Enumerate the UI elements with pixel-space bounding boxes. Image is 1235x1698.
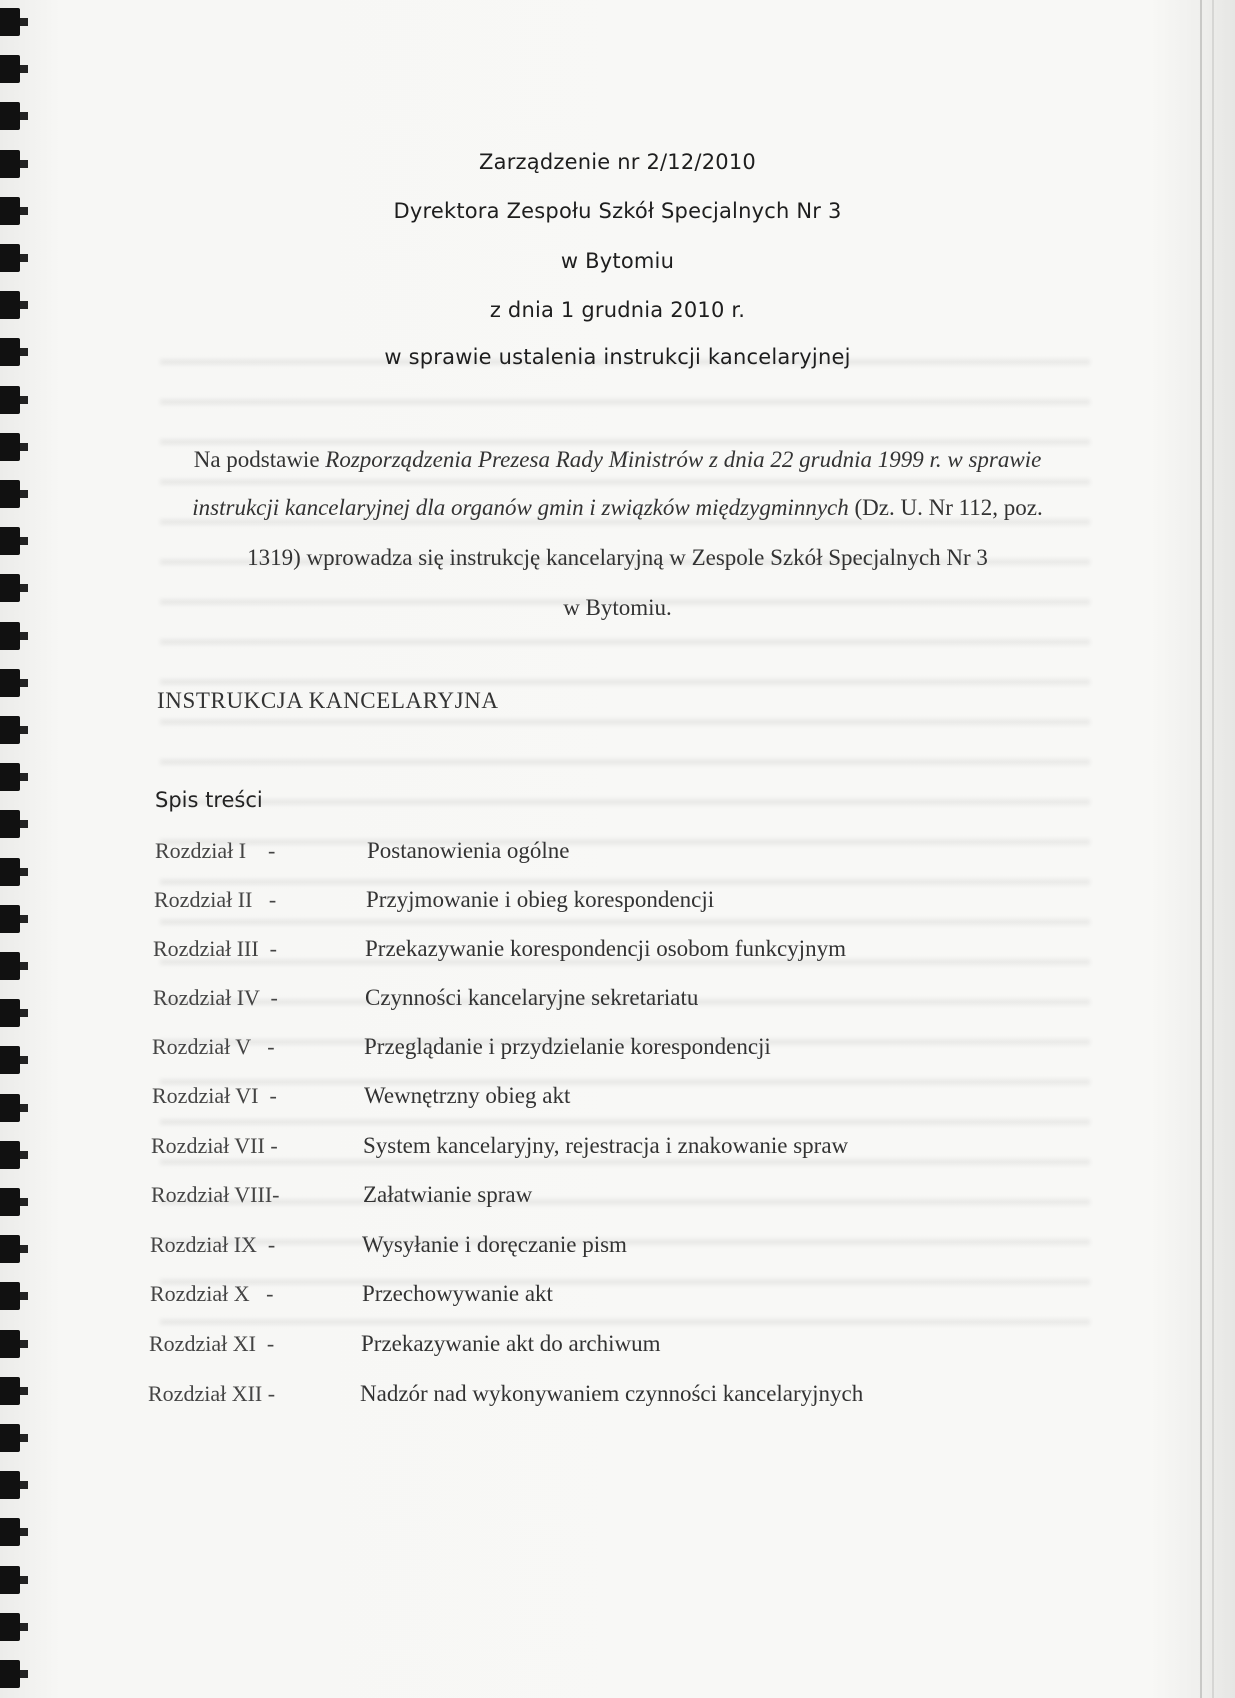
intro-regulation: Rozporządzenia Prezesa Rady Ministrów z dnia 22 grudnia 1999 r. w sprawie (325, 447, 1042, 472)
document-title: Zarządzenie nr 2/12/2010 (479, 150, 756, 174)
toc-label: Wewnętrzny obieg akt (364, 1083, 571, 1108)
toc-row (150, 1281, 1150, 1311)
intro-regulation-continued: instrukcji kancelaryjnej dla organów gmin i związków międzygminnych (192, 495, 849, 520)
binding-hole (0, 716, 20, 744)
toc-row (152, 1034, 1152, 1064)
intro-line-3: 1319) wprowadza się instrukcję kancelaryjną w Zespole Szkół Specjalnych Nr 3 (247, 545, 988, 570)
binding-hole (0, 1377, 20, 1405)
toc-chapter: Rozdział III - (153, 936, 277, 961)
toc-label: Przyjmowanie i obieg korespondencji (366, 887, 715, 912)
toc-chapter: Rozdział VIII- (151, 1182, 280, 1207)
intro-line-1 (0, 436, 1235, 484)
document-issuer: Dyrektora Zespołu Szkół Specjalnych Nr 3 (393, 199, 842, 223)
intro-line-4: w Bytomiu. (563, 595, 672, 620)
toc-row (154, 887, 1154, 917)
binding-hole (0, 1518, 20, 1546)
toc-chapter: Rozdział XI - (149, 1331, 275, 1356)
binding-hole (0, 102, 20, 130)
binding-hole (0, 858, 20, 886)
toc-label: System kancelaryjny, rejestracja i znakowanie spraw (363, 1133, 849, 1158)
binding-hole (0, 1471, 20, 1499)
toc-label: Nadzór nad wykonywaniem czynności kancelaryjnych (360, 1381, 864, 1406)
toc-label: Przechowywanie akt (362, 1281, 553, 1306)
binding-hole (0, 669, 20, 697)
intro-prefix: Na podstawie (193, 447, 320, 472)
toc-row (151, 1182, 1151, 1212)
toc-label: Załatwianie spraw (363, 1182, 533, 1207)
toc-chapter: Rozdział IX - (150, 1232, 276, 1257)
document-location: w Bytomiu (560, 249, 675, 273)
binding-hole (0, 1046, 20, 1074)
document-date: z dnia 1 grudnia 2010 r. (489, 298, 746, 322)
toc-chapter: Rozdział VII - (151, 1133, 278, 1158)
toc-row (150, 1232, 1150, 1262)
toc-row (148, 1381, 1148, 1411)
binding-hole (0, 1282, 20, 1310)
toc-row (151, 1133, 1151, 1163)
toc-chapter: Rozdział V - (152, 1034, 275, 1059)
toc-label: Przeglądanie i przydzielanie korespondencji (364, 1034, 771, 1059)
toc-label: Czynności kancelaryjne sekretariatu (365, 985, 699, 1010)
binding-hole (0, 1424, 20, 1452)
binding-hole (0, 952, 20, 980)
intro-line-2 (0, 484, 1235, 532)
binding-hole (0, 8, 20, 36)
binding-hole (0, 386, 20, 414)
toc-row (153, 936, 1153, 966)
toc-chapter: Rozdział I - (155, 838, 276, 863)
binding-hole (0, 1566, 20, 1594)
toc-chapter: Rozdział X - (150, 1281, 274, 1306)
toc-chapter: Rozdział IV - (153, 985, 278, 1010)
document-subject: w sprawie ustalenia instrukcji kancelaryjnej (384, 345, 851, 369)
toc-label: Przekazywanie akt do archiwum (361, 1331, 661, 1356)
toc-label: Postanowienia ogólne (367, 838, 570, 863)
toc-row (153, 985, 1153, 1015)
binding-hole (0, 810, 20, 838)
binding-hole (0, 1235, 20, 1263)
binding-hole (0, 1094, 20, 1122)
binding-hole (0, 1660, 20, 1688)
binding-hole (0, 1613, 20, 1641)
toc-row (155, 838, 1155, 868)
toc-label: Wysyłanie i doręczanie pism (362, 1232, 627, 1257)
binding-hole (0, 1188, 20, 1216)
binding-hole (0, 55, 20, 83)
section-title: INSTRUKCJA KANCELARYJNA (157, 688, 499, 713)
binding-hole (0, 999, 20, 1027)
binding-hole (0, 763, 20, 791)
intro-citation: (Dz. U. Nr 112, poz. (854, 495, 1043, 520)
binding-hole (0, 1141, 20, 1169)
toc-chapter: Rozdział VI - (152, 1083, 277, 1108)
toc-title: Spis treści (155, 788, 263, 812)
binding-hole (0, 905, 20, 933)
toc-label: Przekazywanie korespondencji osobom funkcyjnym (365, 936, 846, 961)
toc-row (152, 1083, 1152, 1113)
toc-chapter: Rozdział II - (154, 887, 277, 912)
toc-chapter: Rozdział XII - (148, 1381, 276, 1406)
binding-hole (0, 1330, 20, 1358)
toc-row (149, 1331, 1149, 1361)
